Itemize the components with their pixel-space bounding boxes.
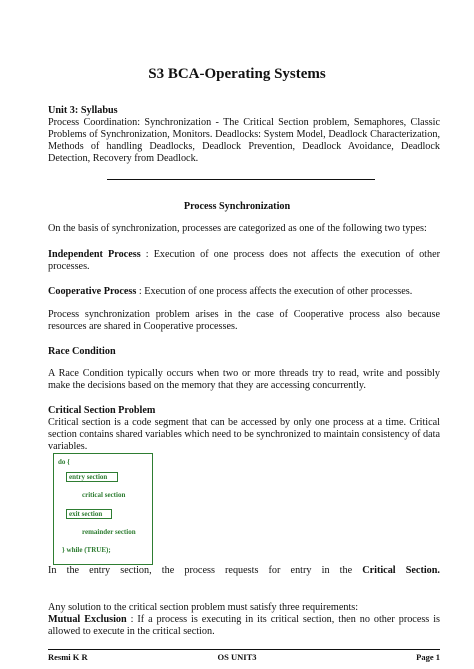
critical-section-text: Critical section is a code segment that can be accessed by only one process at a time. Critical section contains shared variables which need to be synchronized to maintain consistency of data variables. — [48, 416, 440, 452]
independent-process-term: Independent Process — [48, 249, 141, 260]
code-while: } while (TRUE); — [62, 546, 111, 554]
mutual-exclusion-text: : If a process is executing in its critical section, then no other process is allowed to execute in the critical section. — [48, 614, 441, 637]
entry-section-text: In the entry section, the process requests for entry in the — [48, 565, 363, 576]
mutual-exclusion-term: Mutual Exclusion — [48, 614, 127, 625]
cooperative-process-term: Cooperative Process — [48, 286, 137, 297]
independent-process-text: : Execution of one process does not affects the execution of other processes. — [48, 249, 440, 272]
syllabus-heading: Unit 3: Syllabus — [48, 105, 118, 116]
syllabus-text: Process Coordination: Synchronization - The Critical Section problem, Semaphores, Classic Problems of Synchronization, Monitors. Deadlocks: System Model, Deadlock Characterization, Methods of handling Deadlocks, Deadlock Prevention, Deadlock Avoidance, Deadlock Detection, Recovery from Deadlock. — [48, 116, 440, 164]
intro-paragraph: On the basis of synchronization, processes are categorized as one of the following two types: — [48, 223, 427, 234]
race-condition-heading: Race Condition — [48, 346, 116, 357]
footer-page-number: Page 1 — [416, 652, 440, 662]
code-figure — [53, 453, 153, 565]
cooperative-process-text: : Execution of one process affects the execution of other processes. — [136, 286, 413, 297]
mutual-exclusion-paragraph — [48, 614, 440, 638]
code-exit-section: exit section — [66, 509, 112, 519]
code-critical-section: critical section — [82, 491, 126, 499]
critical-section-heading: Critical Section Problem — [48, 405, 156, 416]
code-entry-section: entry section — [66, 472, 118, 482]
requirements-paragraph: Any solution to the critical section problem must satisfy three requirements: — [48, 602, 359, 613]
sync-problem-paragraph: Process synchronization problem arises in the case of Cooperative process also because resources are shared in Cooperative processes. — [48, 309, 440, 332]
critical-section-block — [48, 405, 440, 453]
race-condition-text: A Race Condition typically occurs when two or more threads try to read, write and possibly make the decisions based on the memory that they are accessing concurrently. — [48, 368, 440, 391]
code-do: do { — [58, 458, 70, 466]
code-remainder-section: remainder section — [82, 528, 136, 536]
footer-unit: OS UNIT3 — [217, 652, 257, 662]
cooperative-process-paragraph — [48, 286, 440, 298]
entry-section-paragraph — [48, 565, 440, 577]
footer-rule — [48, 649, 440, 650]
document-title: S3 BCA-Operating Systems — [148, 66, 326, 82]
footer-author: Resmi K R — [48, 652, 88, 662]
independent-process-paragraph — [48, 249, 440, 273]
horizontal-rule — [107, 179, 375, 180]
syllabus-block — [48, 105, 440, 165]
section-heading: Process Synchronization — [183, 201, 291, 212]
entry-section-term: Critical Section. — [362, 565, 440, 576]
